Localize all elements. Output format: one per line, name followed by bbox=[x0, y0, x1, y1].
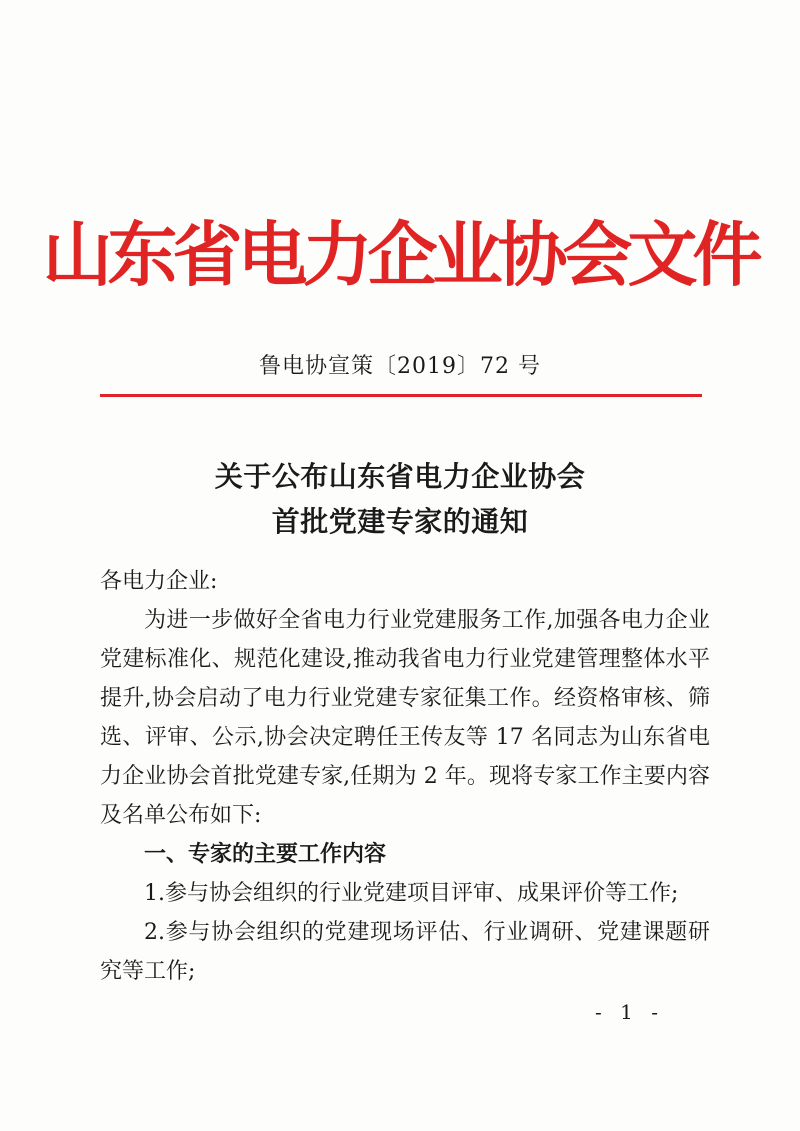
notice-body bbox=[100, 562, 710, 991]
notice-title-line-1: 关于公布山东省电力企业协会 bbox=[214, 460, 586, 493]
section-heading: 一、专家的主要工作内容 bbox=[144, 842, 387, 867]
list-item: 2.参与协会组织的党建现场评估、行业调研、党建课题研究等工作; bbox=[100, 920, 710, 984]
notice-title-line-2: 首批党建专家的通知 bbox=[271, 505, 529, 538]
document-number: 鲁电协宣策〔2019〕72 号 bbox=[259, 354, 541, 379]
notice-title bbox=[0, 454, 800, 544]
intro-paragraph: 为进一步做好全省电力行业党建服务工作,加强各电力企业党建标准化、规范化建设,推动我省电力行业党建管理整体水平提升,协会启动了电力行业党建专家征集工作。经资格审核、筛选、评审、公示,协会决定聘任王传友等 17 名同志为山东省电力企业协会首批党建专家,任期为 2 年。现将专家工作主要内容及名单公布如下: bbox=[100, 608, 710, 828]
red-divider bbox=[100, 394, 702, 397]
salutation: 各电力企业: bbox=[100, 569, 218, 594]
org-document-header: 山东省电力企业协会文件 bbox=[42, 214, 758, 296]
list-item: 1.参与协会组织的行业党建项目评审、成果评价等工作; bbox=[144, 881, 679, 906]
page-number: - 1 - bbox=[595, 1000, 664, 1024]
